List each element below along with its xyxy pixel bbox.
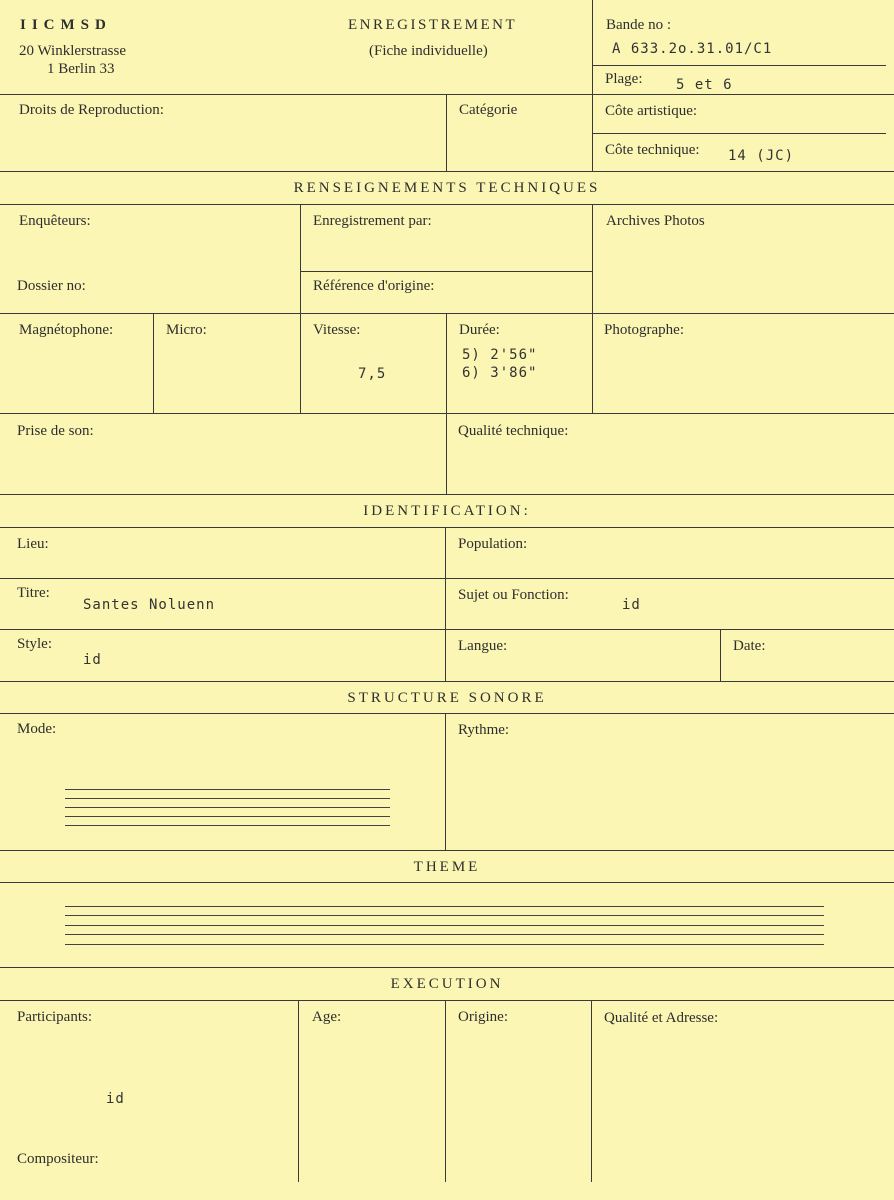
prise-de-son-label: Prise de son:: [17, 423, 94, 439]
staff-line: [65, 944, 824, 945]
participants-label: Participants:: [17, 1009, 92, 1025]
divider: [0, 882, 894, 883]
enqueteurs-label: Enquêteurs:: [19, 213, 91, 229]
divider: [0, 713, 894, 714]
compositeur-label: Compositeur:: [17, 1151, 99, 1167]
divider: [0, 681, 894, 682]
divider: [0, 967, 894, 968]
population-label: Population:: [458, 536, 528, 552]
divider: [0, 94, 894, 95]
lieu-label: Lieu:: [17, 536, 49, 552]
sujet-label: Sujet ou Fonction:: [458, 587, 569, 603]
age-label: Age:: [312, 1009, 342, 1025]
qualite-adresse-label: Qualité et Adresse:: [604, 1010, 719, 1026]
staff-line: [65, 915, 824, 916]
plage-label: Plage:: [605, 71, 643, 87]
cote-technique-value: 14 (JC): [728, 148, 795, 164]
mode-label: Mode:: [17, 721, 57, 737]
divider: [592, 204, 593, 413]
staff-line: [65, 934, 824, 935]
section-title-structure: STRUCTURE SONORE: [347, 690, 547, 706]
divider: [298, 1000, 299, 1182]
archives-photos-label: Archives Photos: [606, 213, 705, 229]
divider: [720, 629, 721, 681]
divider: [0, 1000, 894, 1001]
magnetophone-label: Magnétophone:: [19, 322, 114, 338]
style-label: Style:: [17, 636, 53, 652]
divider: [153, 313, 154, 413]
divider: [446, 413, 447, 494]
divider: [0, 413, 894, 414]
divider: [0, 629, 894, 630]
micro-label: Micro:: [166, 322, 207, 338]
reference-label: Référence d'origine:: [313, 278, 435, 294]
origine-label: Origine:: [458, 1009, 508, 1025]
participants-value: id: [106, 1091, 125, 1107]
titre-label: Titre:: [17, 585, 50, 601]
divider: [0, 850, 894, 851]
bande-value: A 633.2o.31.01/C1: [612, 41, 773, 57]
staff-line: [65, 807, 390, 808]
categorie-label: Catégorie: [459, 102, 518, 118]
qualite-technique-label: Qualité technique:: [458, 423, 569, 439]
section-title-theme: THEME: [413, 859, 481, 875]
divider: [300, 271, 592, 272]
rythme-label: Rythme:: [458, 722, 510, 738]
address-line-2: 1 Berlin 33: [47, 61, 115, 77]
form-title: ENREGISTREMENT: [348, 17, 518, 33]
staff-line: [65, 925, 824, 926]
dossier-label: Dossier no:: [17, 278, 86, 294]
form-subtitle: (Fiche individuelle): [369, 43, 488, 59]
divider: [592, 65, 886, 66]
staff-line: [65, 816, 390, 817]
staff-line: [65, 789, 390, 790]
section-title-techniques: RENSEIGNEMENTS TECHNIQUES: [293, 180, 601, 196]
duree-label: Durée:: [459, 322, 500, 338]
address-line-1: 20 Winklerstrasse: [19, 43, 127, 59]
photographe-label: Photographe:: [604, 322, 684, 338]
style-value: id: [83, 652, 102, 668]
divider: [0, 171, 894, 172]
titre-value: Santes Noluenn: [83, 597, 216, 613]
sujet-value: id: [622, 597, 641, 613]
vitesse-value: 7,5: [358, 366, 387, 382]
divider: [300, 204, 301, 413]
divider: [0, 494, 894, 495]
section-title-execution: EXECUTION: [390, 976, 504, 992]
divider: [445, 1000, 446, 1182]
duree-line-2: 6) 3'86": [462, 365, 538, 381]
bande-label: Bande no :: [606, 17, 671, 33]
staff-line: [65, 798, 390, 799]
section-title-identification: IDENTIFICATION:: [363, 503, 531, 519]
institute-logo: IICMSD: [20, 17, 112, 33]
langue-label: Langue:: [458, 638, 508, 654]
divider: [446, 94, 447, 171]
plage-value: 5 et 6: [676, 77, 733, 93]
enregistrement-par-label: Enregistrement par:: [313, 213, 432, 229]
cote-technique-label: Côte technique:: [605, 142, 700, 158]
divider: [0, 204, 894, 205]
divider: [0, 527, 894, 528]
divider: [591, 1000, 592, 1182]
divider: [0, 578, 894, 579]
divider: [592, 0, 593, 171]
divider: [446, 313, 447, 413]
duree-line-1: 5) 2'56": [462, 347, 538, 363]
vitesse-label: Vitesse:: [313, 322, 361, 338]
divider: [445, 527, 446, 681]
divider: [592, 133, 886, 134]
staff-line: [65, 825, 390, 826]
droits-label: Droits de Reproduction:: [19, 102, 164, 118]
divider: [0, 313, 894, 314]
cote-artistique-label: Côte artistique:: [605, 103, 698, 119]
staff-line: [65, 906, 824, 907]
divider: [445, 713, 446, 850]
date-label: Date:: [733, 638, 766, 654]
